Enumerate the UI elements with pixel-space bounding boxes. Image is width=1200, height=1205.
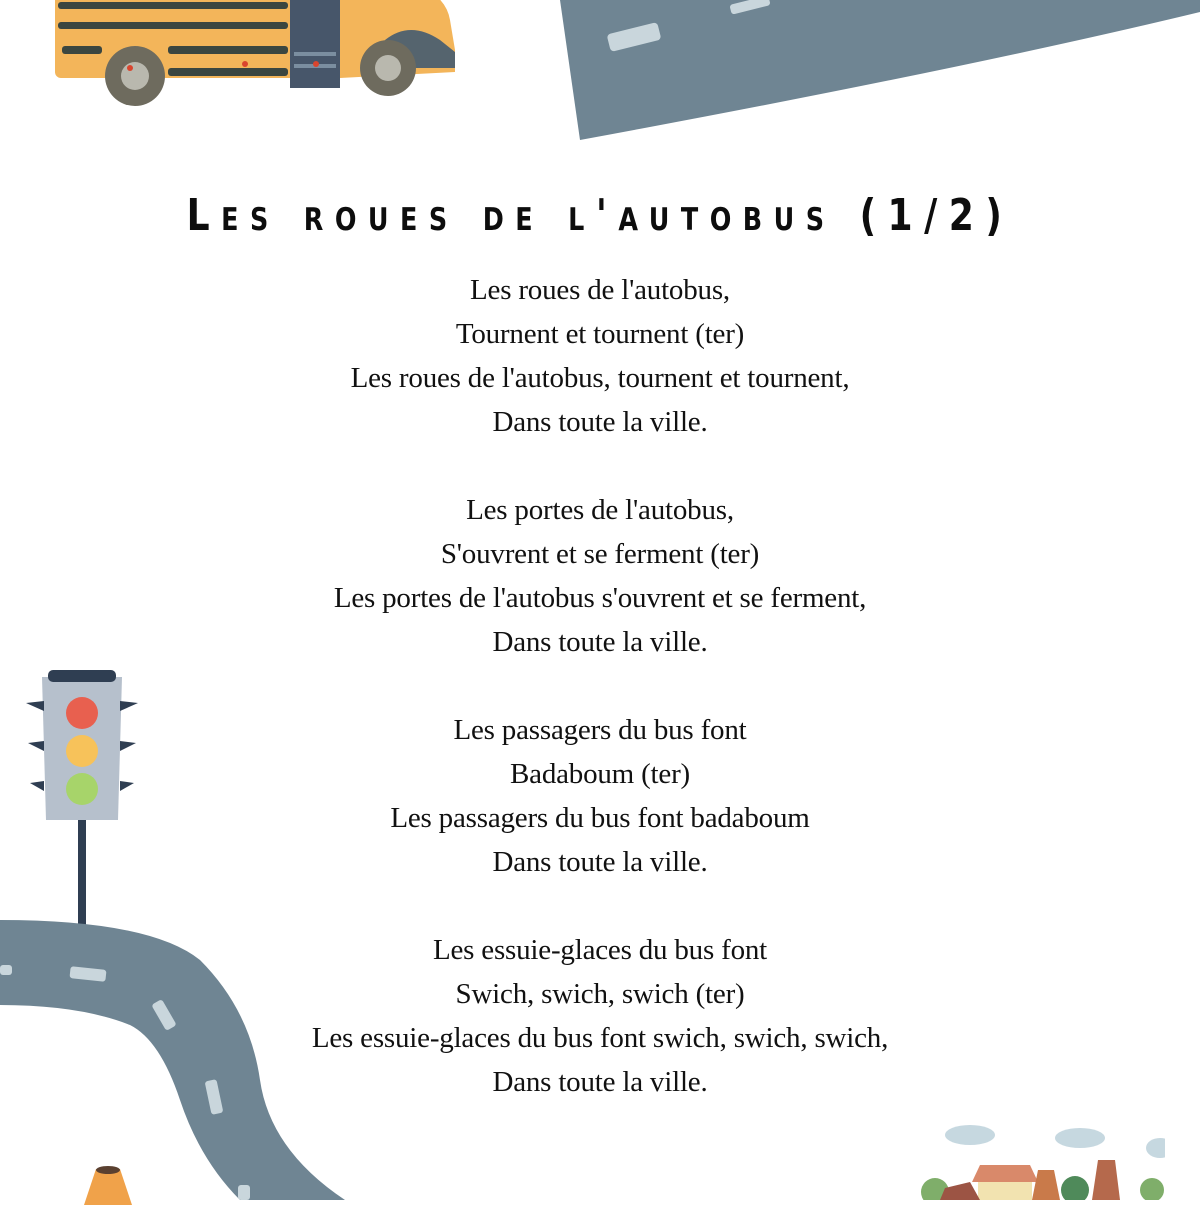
lyric-line: Dans toute la ville. [492,1066,708,1098]
stanza-3 [0,708,1200,884]
lyric-line: Les portes de l'autobus, [466,494,734,526]
lyric-line: Tournent et tournent (ter) [455,318,745,350]
lyric-line: S'ouvrent et se ferment (ter) [440,538,760,570]
lyric-line: Dans toute la ville. [492,406,708,438]
stanza-4 [0,928,1200,1104]
lyric-line: Les portes de l'autobus s'ouvrent et se ferment, [333,582,867,614]
stanza-1 [0,268,1200,444]
lyric-line: Dans toute la ville. [492,846,708,878]
traffic-cone-icon [78,1165,138,1205]
page-title: Les roues de l'autobus (1/2) [186,190,1014,241]
lyric-line: Swich, swich, swich (ter) [455,978,745,1010]
lyric-line: Les roues de l'autobus, tournent et tournent, [350,362,850,394]
lyric-line: Dans toute la ville. [492,626,708,658]
lyric-line: Les passagers du bus font badaboum [390,802,810,834]
road-icon [560,0,1200,145]
school-bus-icon [50,0,470,110]
stanza-2 [0,488,1200,664]
lyric-line: Les essuie-glaces du bus font [432,934,768,966]
lyric-line: Badaboum (ter) [510,758,690,790]
lyrics [0,268,1200,1148]
lyric-line: Les passagers du bus font [453,714,747,746]
lyric-line: Les essuie-glaces du bus font swich, swich, swich, [311,1022,889,1054]
lyric-line: Les roues de l'autobus, [470,274,730,306]
